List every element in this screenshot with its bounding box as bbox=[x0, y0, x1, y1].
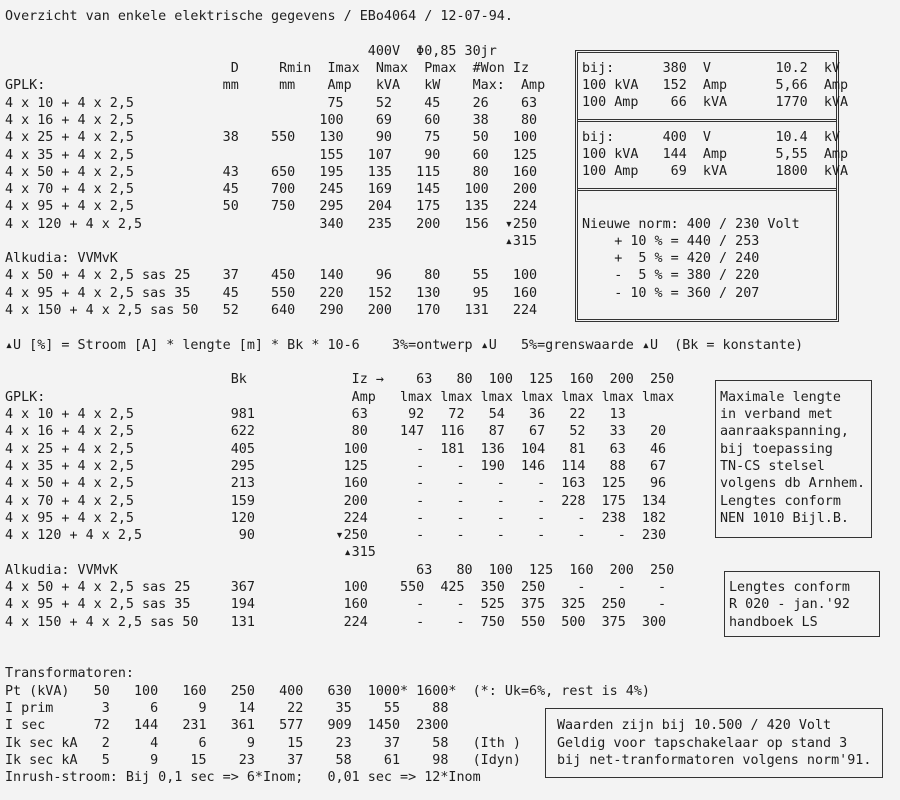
box-line: Lengtes conform bbox=[729, 580, 850, 595]
box-line: + 5 % = 420 / 240 bbox=[582, 251, 760, 266]
box-line: bij: 380 V 10.2 kV bbox=[582, 61, 840, 76]
box-line: Waarden zijn bij 10.500 / 420 Volt bbox=[557, 718, 832, 733]
table-header: GPLK: mm mm Amp kVA kW Max: Amp bbox=[5, 78, 546, 93]
table-row: 4 x 25 + 4 x 2,5 405 100 - 181 136 104 81 63 46 bbox=[5, 442, 667, 457]
box-line: Lengtes conform bbox=[720, 494, 841, 509]
box-line: Maximale lengte bbox=[720, 390, 841, 405]
table-row: 4 x 35 + 4 x 2,5 155 107 90 60 125 bbox=[5, 148, 538, 163]
table-row: ▴315 bbox=[5, 234, 538, 249]
table-row: 4 x 95 + 4 x 2,5 120 224 - - - - - 238 182 bbox=[5, 511, 667, 526]
table-row: 4 x 120 + 4 x 2,5 90 ▾250 - - - - - - 230 bbox=[5, 528, 667, 543]
table-header: GPLK: Amp lmax lmax lmax lmax lmax lmax lmax bbox=[5, 390, 675, 405]
table-row: I prim 3 6 9 14 22 35 55 88 bbox=[5, 701, 449, 716]
table-row: Ik sec kA 5 9 15 23 37 58 61 98 (Idyn) bbox=[5, 753, 521, 768]
voltage-drop-formula: ▴U [%] = Stroom [A] * lengte [m] * Bk * 10-6 3%=ontwerp ▴U 5%=grenswaarde ▴U (Bk = konstante) bbox=[5, 338, 804, 353]
box-line: TN-CS stelsel bbox=[720, 459, 825, 474]
box-line: NEN 1010 Bijl.B. bbox=[720, 511, 849, 526]
table-row: 4 x 16 + 4 x 2,5 622 80 147 116 87 67 52 33 20 bbox=[5, 424, 667, 439]
box-line: aanraakspanning, bbox=[720, 424, 849, 439]
table-row: 4 x 95 + 4 x 2,5 50 750 295 204 175 135 224 bbox=[5, 199, 538, 214]
table-row: 4 x 150 + 4 x 2,5 sas 50 52 640 290 200 170 131 224 bbox=[5, 303, 538, 318]
table-row: 4 x 120 + 4 x 2,5 340 235 200 156 ▾250 bbox=[5, 217, 538, 232]
table-row: 4 x 150 + 4 x 2,5 sas 50 131 224 - - 750 550 500 375 300 bbox=[5, 615, 667, 630]
table-header: 400V Φ0,85 30jr bbox=[5, 44, 497, 59]
table-row: 4 x 50 + 4 x 2,5 sas 25 37 450 140 96 80 55 100 bbox=[5, 268, 538, 283]
table-row: 4 x 70 + 4 x 2,5 159 200 - - - - 228 175 134 bbox=[5, 494, 667, 509]
page-title: Overzicht van enkele elektrische gegevens / EBo4064 / 12-07-94. bbox=[5, 9, 513, 24]
table-header: Alkudia: VVMvK 63 80 100 125 160 200 250 bbox=[5, 563, 675, 578]
box-line: bij net-tranformatoren volgens norm'91. bbox=[557, 753, 872, 768]
box-line: handboek LS bbox=[729, 615, 818, 630]
box-line: bij: 400 V 10.4 kV bbox=[582, 130, 840, 145]
box-line: in verband met bbox=[720, 407, 833, 422]
box-line: 100 kVA 152 Amp 5,66 Amp bbox=[582, 78, 849, 93]
box-line: R 020 - jan.'92 bbox=[729, 597, 850, 612]
table-row: Ik sec kA 2 4 6 9 15 23 37 58 (Ith ) bbox=[5, 736, 521, 751]
table-row: ▴315 bbox=[5, 545, 376, 560]
inrush-note: Inrush-stroom: Bij 0,1 sec => 6*Inom; 0,01 sec => 12*Inom bbox=[5, 770, 481, 785]
box-line: - 5 % = 380 / 220 bbox=[582, 268, 760, 283]
section-label: Alkudia: VVMvK bbox=[5, 251, 118, 266]
table-header: D Rmin Imax Nmax Pmax #Won Iz bbox=[5, 61, 530, 76]
box-line: - 10 % = 360 / 207 bbox=[582, 286, 760, 301]
table-row: 4 x 10 + 4 x 2,5 75 52 45 26 63 bbox=[5, 96, 538, 111]
table-row: 4 x 70 + 4 x 2,5 45 700 245 169 145 100 200 bbox=[5, 182, 538, 197]
box-line: 100 Amp 69 kVA 1800 kVA bbox=[582, 164, 849, 179]
box-line: + 10 % = 440 / 253 bbox=[582, 234, 760, 249]
table-row: 4 x 10 + 4 x 2,5 981 63 92 72 54 36 22 13 bbox=[5, 407, 626, 422]
box-line: 100 kVA 144 Amp 5,55 Amp bbox=[582, 147, 849, 162]
table-row: 4 x 50 + 4 x 2,5 43 650 195 135 115 80 160 bbox=[5, 165, 538, 180]
table-row: 4 x 16 + 4 x 2,5 100 69 60 38 80 bbox=[5, 113, 538, 128]
table-row: 4 x 95 + 4 x 2,5 sas 35 194 160 - - 525 375 325 250 - bbox=[5, 597, 667, 612]
table-row: I sec 72 144 231 361 577 909 1450 2300 bbox=[5, 718, 449, 733]
box-line: Geldig voor tapschakelaar op stand 3 bbox=[557, 736, 848, 751]
table-row: Pt (kVA) 50 100 160 250 400 630 1000* 1600* (*: Uk=6%, rest is 4%) bbox=[5, 684, 650, 699]
box-line: Nieuwe norm: 400 / 230 Volt bbox=[582, 217, 800, 232]
table-row: 4 x 50 + 4 x 2,5 sas 25 367 100 550 425 350 250 - - - bbox=[5, 580, 667, 595]
box-line: volgens db Arnhem. bbox=[720, 476, 866, 491]
table-row: 4 x 50 + 4 x 2,5 213 160 - - - - 163 125 96 bbox=[5, 476, 667, 491]
box-line: bij toepassing bbox=[720, 442, 833, 457]
table-row: 4 x 95 + 4 x 2,5 sas 35 45 550 220 152 130 95 160 bbox=[5, 286, 538, 301]
box-line: 100 Amp 66 kVA 1770 kVA bbox=[582, 95, 849, 110]
table-row: 4 x 25 + 4 x 2,5 38 550 130 90 75 50 100 bbox=[5, 130, 538, 145]
table-header: Bk Iz → 63 80 100 125 160 200 250 bbox=[5, 372, 675, 387]
table-row: 4 x 35 + 4 x 2,5 295 125 - - 190 146 114 88 67 bbox=[5, 459, 667, 474]
section-label: Transformatoren: bbox=[5, 666, 134, 681]
